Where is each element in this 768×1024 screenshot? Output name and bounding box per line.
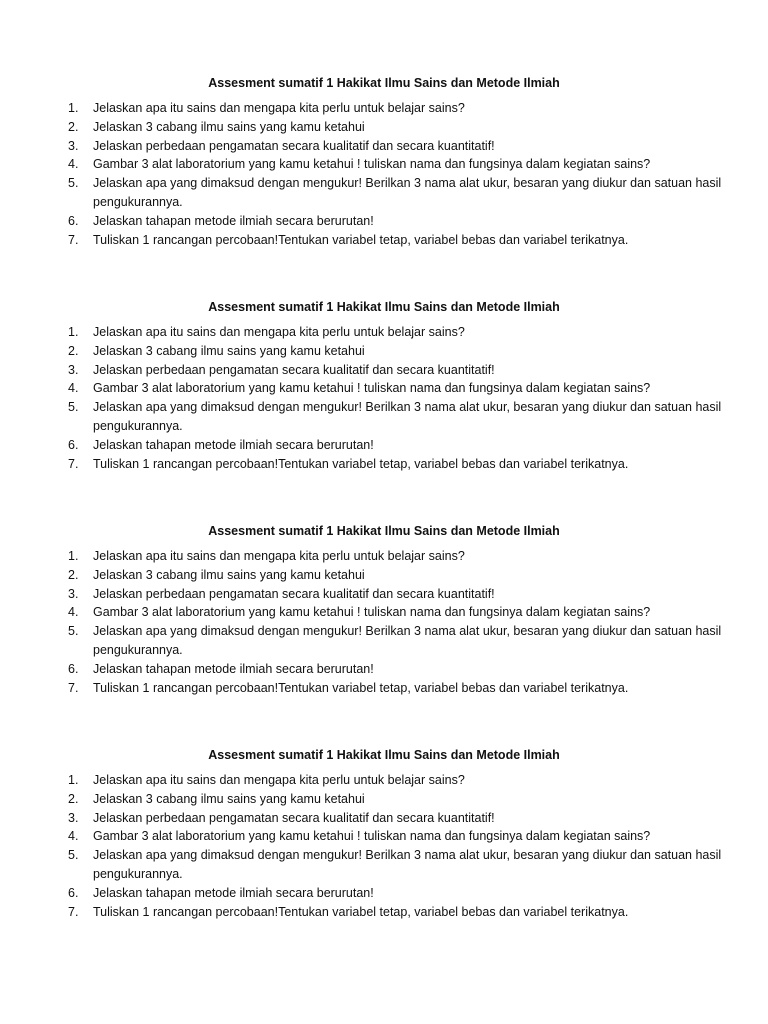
question-item [0,622,768,660]
question-item [0,323,768,342]
question-number: 2. [68,567,79,582]
question-text: Tuliskan 1 rancangan percobaan!Tentukan variabel tetap, variabel bebas dan variabel terikatnya. [93,904,629,919]
question-text: Jelaskan 3 cabang ilmu sains yang kamu ketahui [93,343,365,358]
question-text: Gambar 3 alat laboratorium yang kamu ketahui ! tuliskan nama dan fungsinya dalam kegiatan sains? [93,829,651,844]
question-number: 1. [68,101,79,115]
question-item [0,547,768,566]
question-text: Jelaskan apa itu sains dan mengapa kita perlu untuk belajar sains? [93,101,465,115]
question-number: 4. [68,157,79,172]
question-item [0,790,768,809]
question-text: Jelaskan perbedaan pengamatan secara kualitatif dan secara kuantitatif! [93,138,495,153]
question-item [0,212,768,231]
question-text: Tuliskan 1 rancangan percobaan!Tentukan variabel tetap, variabel bebas dan variabel terikatnya. [93,456,629,471]
question-number: 1. [68,773,79,787]
question-item [0,379,768,398]
question-list [0,323,768,473]
question-number: 1. [68,549,79,563]
question-item [0,660,768,679]
question-number: 5. [68,400,79,415]
question-text: Jelaskan apa yang dimaksud dengan mengukur! Berilkan 3 nama alat ukur, besaran yang diukur dan satuan hasil pengukurannya. [93,848,722,881]
question-item [0,137,768,156]
question-item [0,231,768,250]
question-text: Jelaskan tahapan metode ilmiah secara berurutan! [93,885,374,900]
question-item [0,342,768,361]
question-text: Jelaskan tahapan metode ilmiah secara berurutan! [93,213,374,228]
question-number: 3. [68,586,79,601]
question-number: 5. [68,848,79,863]
question-text: Jelaskan 3 cabang ilmu sains yang kamu ketahui [93,567,365,582]
question-item [0,585,768,604]
question-list [0,99,768,249]
question-item [0,603,768,622]
question-item [0,99,768,118]
question-item [0,771,768,790]
question-text: Gambar 3 alat laboratorium yang kamu ketahui ! tuliskan nama dan fungsinya dalam kegiatan sains? [93,605,651,620]
question-text: Gambar 3 alat laboratorium yang kamu ketahui ! tuliskan nama dan fungsinya dalam kegiatan sains? [93,157,651,172]
question-text: Tuliskan 1 rancangan percobaan!Tentukan variabel tetap, variabel bebas dan variabel terikatnya. [93,232,629,247]
question-text: Jelaskan perbedaan pengamatan secara kualitatif dan secara kuantitatif! [93,362,495,377]
question-item [0,566,768,585]
question-number: 2. [68,119,79,134]
question-item [0,361,768,380]
question-item [0,679,768,698]
section-title: Assesment sumatif 1 Hakikat Ilmu Sains dan Metode Ilmiah [208,76,560,90]
question-item [0,455,768,474]
question-number: 4. [68,829,79,844]
section-title: Assesment sumatif 1 Hakikat Ilmu Sains dan Metode Ilmiah [208,748,560,762]
question-number: 6. [68,661,79,676]
question-text: Jelaskan tahapan metode ilmiah secara berurutan! [93,661,374,676]
section-title: Assesment sumatif 1 Hakikat Ilmu Sains dan Metode Ilmiah [208,524,560,538]
question-item [0,827,768,846]
question-number: 5. [68,624,79,639]
question-number: 2. [68,343,79,358]
question-number: 2. [68,791,79,806]
question-item [0,118,768,137]
question-item [0,155,768,174]
question-text: Jelaskan 3 cabang ilmu sains yang kamu ketahui [93,791,365,806]
question-text: Jelaskan apa yang dimaksud dengan mengukur! Berilkan 3 nama alat ukur, besaran yang diukur dan satuan hasil pengukurannya. [93,624,722,657]
question-text: Jelaskan tahapan metode ilmiah secara berurutan! [93,437,374,452]
question-text: Jelaskan perbedaan pengamatan secara kualitatif dan secara kuantitatif! [93,810,495,825]
question-item [0,846,768,884]
question-text: Jelaskan perbedaan pengamatan secara kualitatif dan secara kuantitatif! [93,586,495,601]
question-number: 3. [68,810,79,825]
question-number: 3. [68,362,79,377]
question-number: 4. [68,381,79,396]
question-list [0,547,768,697]
question-text: Jelaskan apa yang dimaksud dengan mengukur! Berilkan 3 nama alat ukur, besaran yang diukur dan satuan hasil pengukurannya. [93,176,722,209]
question-text: Jelaskan apa itu sains dan mengapa kita perlu untuk belajar sains? [93,325,465,339]
question-item [0,903,768,922]
question-text: Gambar 3 alat laboratorium yang kamu ketahui ! tuliskan nama dan fungsinya dalam kegiatan sains? [93,381,651,396]
question-number: 6. [68,213,79,228]
question-number: 7. [68,680,79,695]
question-number: 6. [68,885,79,900]
question-number: 7. [68,904,79,919]
question-number: 6. [68,437,79,452]
question-text: Jelaskan apa yang dimaksud dengan mengukur! Berilkan 3 nama alat ukur, besaran yang diukur dan satuan hasil pengukurannya. [93,400,722,433]
question-number: 1. [68,325,79,339]
question-number: 7. [68,456,79,471]
question-item [0,174,768,212]
question-item [0,884,768,903]
question-number: 5. [68,176,79,191]
question-item [0,398,768,436]
question-text: Jelaskan apa itu sains dan mengapa kita perlu untuk belajar sains? [93,773,465,787]
question-item [0,809,768,828]
question-text: Jelaskan 3 cabang ilmu sains yang kamu ketahui [93,119,365,134]
question-number: 3. [68,138,79,153]
question-text: Tuliskan 1 rancangan percobaan!Tentukan variabel tetap, variabel bebas dan variabel terikatnya. [93,680,629,695]
question-item [0,436,768,455]
question-list [0,771,768,921]
question-number: 4. [68,605,79,620]
section-title: Assesment sumatif 1 Hakikat Ilmu Sains dan Metode Ilmiah [208,300,560,314]
question-number: 7. [68,232,79,247]
question-text: Jelaskan apa itu sains dan mengapa kita perlu untuk belajar sains? [93,549,465,563]
